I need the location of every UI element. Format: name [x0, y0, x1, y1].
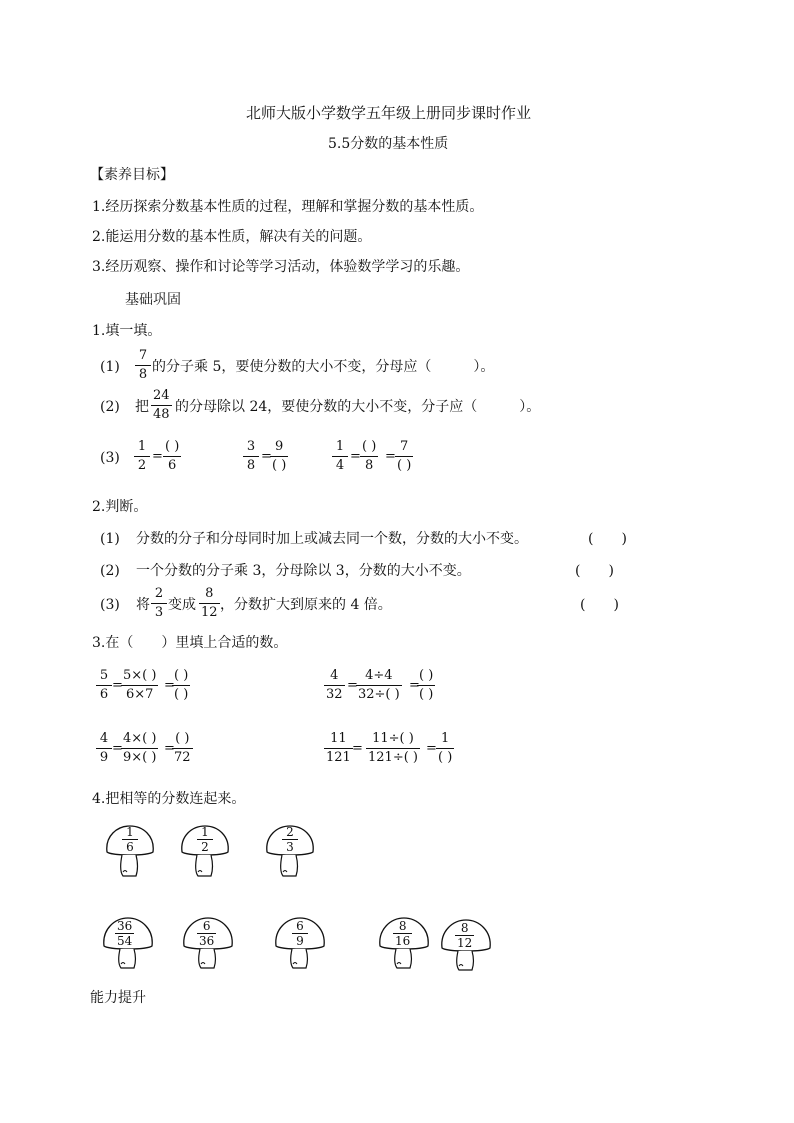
numerator: 11÷( ): [372, 731, 414, 746]
fraction-bar: [356, 685, 402, 686]
numerator: ( ): [165, 439, 180, 454]
mushroom-card-36-54[interactable]: [100, 914, 156, 970]
mushroom-card-6-9[interactable]: [272, 914, 328, 970]
q1-p3-c-frac1: [332, 440, 348, 473]
q1-p3-a-frac1: [134, 440, 150, 473]
mushroom-card-8-16[interactable]: [376, 914, 432, 970]
fraction-bar: [270, 456, 288, 457]
q1-p2-text: 的分母除以 24，要使分数的大小不变，分子应（ ）。: [175, 399, 541, 415]
q3-e4-frac3: [436, 732, 454, 765]
q4-title: 4.把相等的分数连起来。: [92, 791, 246, 807]
denominator: 9: [296, 934, 304, 948]
q1-p3-b-frac2: [270, 440, 288, 473]
equals-sign: =: [164, 678, 175, 693]
numerator: 1: [126, 825, 134, 839]
numerator: 8: [205, 586, 214, 601]
numerator: 4×( ): [123, 731, 157, 746]
goal-item-3: 3.经历观察、操作和讨论等学习活动，体验数学学习的乐趣。: [92, 259, 470, 275]
q3-e2-frac3: [417, 669, 435, 702]
numerator: 7: [138, 348, 148, 363]
numerator: 5: [99, 668, 109, 683]
denominator: 12: [457, 936, 473, 950]
q2-p3-answer-blank[interactable]: ( ): [580, 597, 619, 613]
denominator: 48: [153, 407, 170, 422]
equals-sign: =: [152, 449, 163, 464]
denominator: 121: [326, 750, 351, 765]
equals-sign: =: [112, 741, 123, 756]
q1-p3-c-frac3: [395, 440, 413, 473]
numerator: 3: [246, 439, 256, 454]
fraction-bar: [243, 456, 259, 457]
q3-e2-frac1: [324, 669, 345, 702]
equals-sign: =: [426, 741, 437, 756]
denominator: 3: [154, 605, 164, 620]
fraction-bar: [172, 685, 190, 686]
q2-p1-answer-blank[interactable]: ( ): [588, 531, 627, 547]
numerator: 24: [153, 388, 170, 403]
mushroom-card-6-36[interactable]: [180, 914, 236, 970]
fraction-bar: [324, 748, 353, 749]
q1-p2-pre: 把: [135, 399, 149, 415]
denominator: 54: [117, 934, 133, 948]
q1-p3-a-frac2: [163, 440, 181, 473]
numerator: 4: [99, 731, 109, 746]
denominator: ( ): [397, 458, 412, 473]
numerator: 2: [154, 586, 164, 601]
denominator: ( ): [419, 687, 434, 702]
q2-p1-text: 分数的分子和分母同时加上或减去同一个数，分数的大小不变。: [136, 531, 528, 547]
q3-e3-frac1: [96, 732, 112, 765]
denominator: 4: [335, 458, 345, 473]
q1-p2-fraction: [151, 389, 172, 422]
fraction-bar: [366, 748, 420, 749]
equals-sign: =: [347, 678, 358, 693]
q1-p1-fraction: [135, 349, 151, 382]
q3-e3-frac3: [172, 732, 193, 765]
mushroom-fraction: [197, 826, 213, 853]
fraction-bar: [332, 456, 348, 457]
fraction-bar: [96, 685, 112, 686]
q3-e3-frac2: [121, 732, 158, 765]
worksheet-title: 北师大版小学数学五年级上册同步课时作业: [246, 104, 532, 122]
numerator: ( ): [175, 731, 190, 746]
denominator: 8: [246, 458, 256, 473]
fraction-bar: [172, 748, 193, 749]
q3-e1-frac2: [121, 669, 158, 702]
denominator: 6: [168, 458, 177, 473]
mushroom-fraction: [282, 826, 298, 853]
numerator: 6: [202, 919, 211, 933]
denominator: 121÷( ): [368, 750, 418, 765]
q3-e4-frac2: [366, 732, 420, 765]
q1-p1-text: 的分子乘 5，要使分数的大小不变，分母应（ ）。: [152, 359, 495, 375]
denominator: ( ): [438, 750, 453, 765]
q2-p3-mid: 变成: [168, 597, 196, 613]
denominator: 2: [201, 840, 209, 854]
denominator: 6: [126, 840, 134, 854]
fraction-bar: [395, 456, 413, 457]
fraction-bar: [151, 603, 167, 604]
equals-sign: =: [352, 741, 363, 756]
mushroom-card-1-2[interactable]: [178, 822, 232, 878]
fraction-bar: [324, 685, 345, 686]
q3-e1-frac1: [96, 669, 112, 702]
numerator: 8: [398, 919, 407, 933]
numerator: ( ): [362, 439, 377, 454]
fraction-bar: [134, 456, 150, 457]
denominator: ( ): [272, 458, 287, 473]
q2-p3-num: (3): [100, 597, 120, 613]
denominator: 12: [201, 605, 218, 620]
q2-p3-text: ，分数扩大到原来的 4 倍。: [220, 597, 392, 613]
numerator: 5×( ): [123, 668, 157, 683]
mushroom-fraction: [197, 920, 216, 947]
q1-p3-c-frac2: [360, 440, 378, 473]
denominator: 3: [286, 840, 294, 854]
numerator: 9: [275, 439, 284, 454]
denominator: 8: [138, 367, 148, 382]
fraction-bar: [417, 685, 435, 686]
numerator: 1: [441, 731, 450, 746]
fraction-bar: [360, 456, 378, 457]
equals-sign: =: [164, 741, 175, 756]
q2-title: 2.判断。: [92, 499, 148, 515]
denominator: 6×7: [126, 687, 154, 702]
mushroom-fraction: [292, 920, 308, 947]
mushroom-fraction: [393, 920, 412, 947]
q1-p2-num: (2): [100, 399, 120, 415]
fraction-bar: [151, 405, 172, 406]
mushroom-fraction: [115, 920, 134, 947]
q2-p1-num: (1): [100, 531, 120, 547]
denominator: 16: [395, 934, 411, 948]
fraction-bar: [121, 748, 158, 749]
mushroom-card-1-6[interactable]: [103, 822, 157, 878]
equals-sign: =: [409, 678, 420, 693]
numerator: 6: [296, 919, 304, 933]
section-basic-heading: 基础巩固: [125, 292, 181, 308]
q2-p3-pre: 将: [136, 597, 150, 613]
numerator: 7: [400, 439, 409, 454]
q3-e1-frac3: [172, 669, 190, 702]
fraction-bar: [135, 365, 151, 366]
denominator: 8: [365, 458, 374, 473]
equals-sign: =: [350, 449, 361, 464]
denominator: 72: [174, 750, 191, 765]
mushroom-card-2-3[interactable]: [263, 822, 317, 878]
section-advanced-heading: 能力提升: [90, 990, 146, 1006]
denominator: 9: [99, 750, 109, 765]
q2-p3-fraction-2: [199, 587, 220, 620]
q2-p2-text: 一个分数的分子乘 3，分母除以 3，分数的大小不变。: [136, 563, 471, 579]
goal-item-2: 2.能运用分数的基本性质，解决有关的问题。: [92, 229, 372, 245]
denominator: ( ): [174, 687, 189, 702]
denominator: 6: [99, 687, 109, 702]
worksheet-subtitle: 5.5分数的基本性质: [328, 136, 449, 152]
numerator: 11: [330, 731, 347, 746]
denominator: 2: [137, 458, 147, 473]
numerator: ( ): [174, 668, 189, 683]
mushroom-fraction: [122, 826, 138, 853]
fraction-bar: [199, 603, 220, 604]
denominator: 32÷( ): [358, 687, 400, 702]
q2-p3-fraction-1: [151, 587, 167, 620]
goals-heading: 【素养目标】: [90, 167, 174, 183]
q3-e4-frac1: [324, 732, 353, 765]
denominator: 9×( ): [123, 750, 157, 765]
numerator: 2: [286, 825, 294, 839]
q2-p2-num: (2): [100, 563, 120, 579]
equals-sign: =: [112, 678, 123, 693]
q2-p2-answer-blank[interactable]: ( ): [575, 563, 614, 579]
fraction-bar: [96, 748, 112, 749]
fraction-bar: [436, 748, 454, 749]
numerator: 4÷4: [365, 668, 393, 683]
numerator: 1: [201, 825, 209, 839]
q1-title: 1.填一填。: [92, 323, 162, 339]
mushroom-card-8-12[interactable]: [438, 916, 494, 972]
q1-p3-b-frac1: [243, 440, 259, 473]
goal-item-1: 1.经历探索分数基本性质的过程，理解和掌握分数的基本性质。: [92, 199, 484, 215]
equals-sign: =: [261, 449, 272, 464]
q1-p1-num: (1): [100, 359, 120, 375]
mushroom-fraction: [455, 922, 474, 949]
denominator: 36: [199, 934, 215, 948]
numerator: 1: [137, 439, 147, 454]
equals-sign: =: [385, 449, 396, 464]
q3-title: 3.在（ ）里填上合适的数。: [92, 635, 288, 651]
numerator: 4: [330, 668, 339, 683]
q1-p3-num: (3): [100, 450, 120, 466]
numerator: 8: [460, 921, 469, 935]
numerator: 36: [117, 919, 133, 933]
fraction-bar: [121, 685, 158, 686]
q3-e2-frac2: [356, 669, 402, 702]
denominator: 32: [326, 687, 343, 702]
numerator: 1: [335, 439, 345, 454]
numerator: ( ): [419, 668, 434, 683]
fraction-bar: [163, 456, 181, 457]
